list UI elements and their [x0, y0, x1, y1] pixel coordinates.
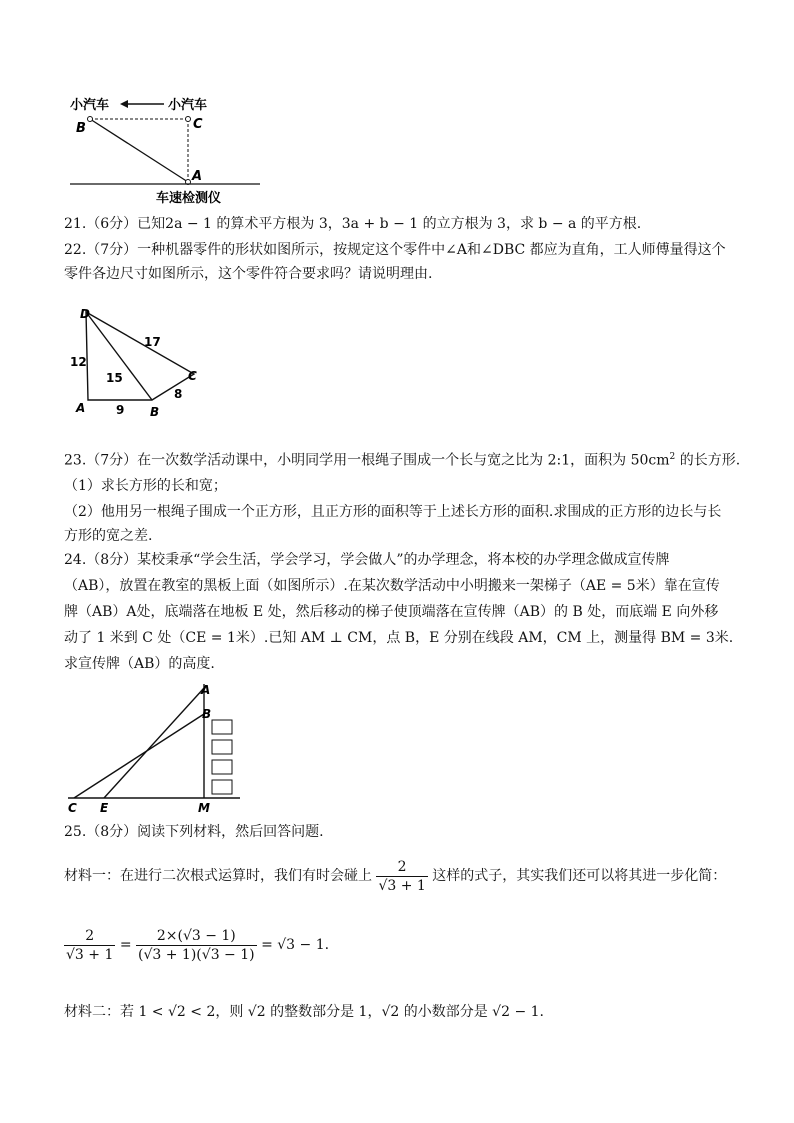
length-db: 15	[106, 371, 123, 385]
label-b: B	[202, 707, 212, 721]
ladder-figure	[64, 678, 244, 814]
label-m: M	[198, 801, 210, 814]
question-24-line-4: 动了 1 米到 C 处（CE = 1米）.已知 AM ⊥ CM，点 B，E 分别在线段 AM，CM 上，测量得 BM = 3米.	[64, 630, 734, 646]
length-bc: 8	[174, 387, 183, 401]
material-2: 材料二：若 1 < √2 < 2，则 √2 的整数部分是 1，√2 的小数部分是 √2 − 1.	[64, 1004, 544, 1020]
car-left-label: 小汽车	[70, 98, 110, 113]
board-box-3	[212, 760, 232, 774]
arrow-head	[120, 100, 128, 108]
ladder-cb	[74, 714, 204, 798]
question-22-line-2: 零件各边尺寸如图所示，这个零件符合要求吗？请说明理由.	[64, 266, 433, 282]
length-ab: 9	[116, 403, 125, 417]
board-box-1	[212, 720, 232, 734]
fraction-numerator: 2	[376, 858, 427, 877]
eq-rhs: = √3 − 1.	[261, 937, 330, 953]
question-21: 21.（6分）已知2a − 1 的算术平方根为 3，3a + b − 1 的立方根为 3，求 b − a 的平方根.	[64, 216, 642, 232]
segment-db	[86, 312, 152, 400]
label-c: C	[68, 801, 77, 814]
label-d: D	[80, 307, 90, 321]
material-1-text-end: 这样的式子，其实我们还可以将其进一步化简：	[432, 868, 727, 884]
eq-lhs-numerator: 2	[64, 927, 115, 946]
material-1-fraction	[376, 858, 427, 895]
question-24-line-3: 牌（AB）A处，底端落在地板 E 处，然后移动的梯子使顶端落在宣传牌（AB）的 B 处，而底端 E 向外移	[64, 604, 719, 620]
point-b	[88, 117, 93, 122]
car-right-label: 小汽车	[168, 98, 208, 113]
question-23-part-1: （1）求长方形的长和宽；	[64, 478, 227, 494]
material-1-text: 材料一：在进行二次根式运算时，我们有时会碰上	[64, 868, 372, 884]
eq-mid-numerator: 2×(√3 − 1)	[136, 927, 257, 946]
eq-lhs-fraction	[64, 927, 115, 964]
eq-lhs-denominator: √3 + 1	[66, 946, 114, 963]
question-23-line-1	[64, 447, 740, 471]
rationalize-equation	[64, 920, 329, 970]
label-b: B	[150, 405, 160, 419]
question-24-line-5: 求宣传牌（AB）的高度.	[64, 656, 215, 672]
label-c: C	[188, 369, 197, 383]
question-24-line-1: 24.（8分）某校秉承“学会生活，学会学习，学会做人”的办学理念，将本校的办学理念做成宣传牌	[64, 552, 670, 568]
label-e: E	[100, 801, 109, 814]
board-box-2	[212, 740, 232, 754]
label-a: A	[76, 401, 86, 415]
label-a: A	[192, 169, 203, 184]
point-c	[186, 117, 191, 122]
question-23-part-2-line-2: 方形的宽之差.	[64, 528, 153, 544]
board-box-4	[212, 780, 232, 794]
question-23-part-2-line-1: （2）他用另一根绳子围成一个正方形，且正方形的面积等于上述长方形的面积.求围成的正方形的边长与长	[64, 504, 722, 520]
fraction-denominator: √3 + 1	[378, 877, 426, 894]
eq-mid-denominator: (√3 + 1)(√3 − 1)	[138, 946, 255, 963]
question-22-line-1: 22.（7分）一种机器零件的形状如图所示，按规定这个零件中∠A和∠DBC 都应为直角，工人师傅量得这个	[64, 242, 726, 258]
car-speed-figure	[64, 92, 264, 204]
length-dc: 17	[144, 335, 161, 349]
equals-sign: =	[119, 937, 132, 953]
q23-text-end: 的长方形.	[675, 452, 741, 469]
question-25-title: 25.（8分）阅读下列材料，然后回答问题.	[64, 824, 324, 840]
length-da: 12	[70, 355, 87, 369]
detector-label: 车速检测仪	[156, 191, 222, 204]
segment-ba	[90, 119, 188, 182]
question-24-line-2: （AB），放置在教室的黑板上面（如图所示）.在某次数学活动中小明搬来一架梯子（AE = 5米）靠在宣传	[64, 578, 720, 594]
label-a: A	[201, 683, 211, 697]
q23-text: 23.（7分）在一次数学活动课中，小明同学用一根绳子围成一个长与宽之比为 2:1，面积为 50cm	[64, 452, 670, 469]
eq-mid-fraction	[136, 927, 257, 964]
machine-part-figure	[64, 302, 204, 420]
material-1	[64, 856, 726, 896]
q23-superscript: 2	[669, 452, 676, 462]
label-c: C	[193, 117, 203, 132]
ladder-ea	[104, 688, 204, 798]
label-b: B	[76, 121, 86, 136]
